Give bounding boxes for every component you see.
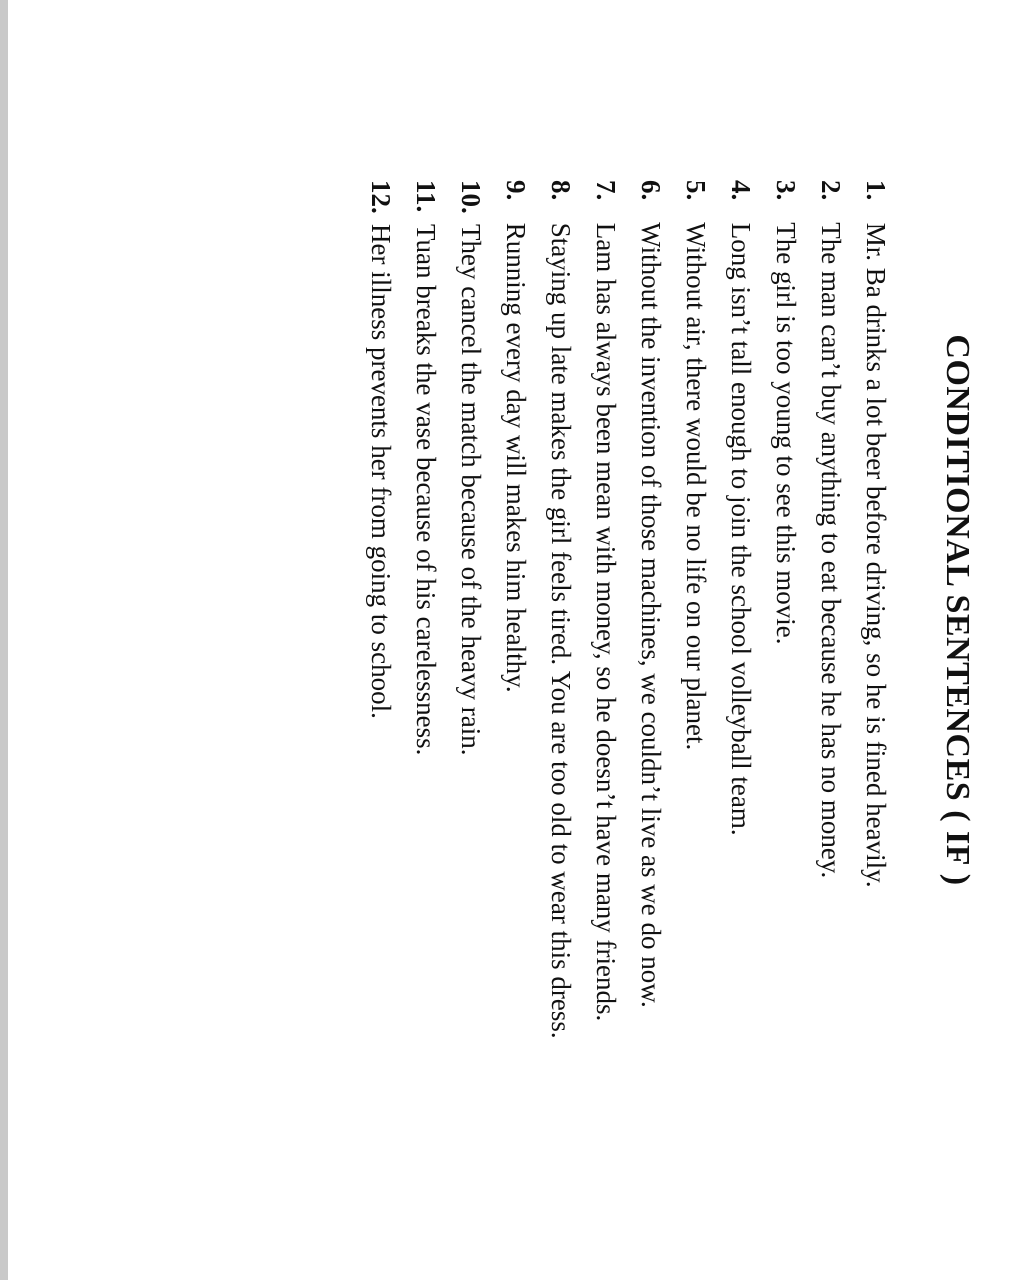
- page-title: CONDITIONAL SENTENCES ( IF ): [939, 334, 976, 886]
- list-item: [808, 180, 853, 1220]
- sentence-list: [358, 180, 898, 1220]
- list-item: [673, 180, 718, 1220]
- list-item: [358, 180, 403, 1220]
- item-number: 2.: [816, 180, 846, 201]
- item-number: 7.: [591, 180, 621, 201]
- list-item: [583, 180, 628, 1220]
- item-text: Staying up late makes the girl feels tired. You are too old to wear this dress.: [546, 222, 576, 1039]
- list-item: [853, 180, 898, 1220]
- item-number: 8.: [546, 180, 576, 201]
- item-number: 4.: [726, 180, 756, 201]
- item-number: 9.: [501, 180, 531, 201]
- item-text: Without the invention of those machines, we couldn’t live as we do now.: [636, 222, 666, 1008]
- item-text: Her illness prevents her from going to school.: [366, 224, 396, 719]
- list-item: [628, 180, 673, 1220]
- item-text: Mr. Ba drinks a lot beer before driving, so he is fined heavily.: [861, 222, 891, 888]
- item-text: The man can’t buy anything to eat because he has no money.: [816, 222, 846, 879]
- item-text: Running every day will makes him healthy.: [501, 222, 531, 693]
- item-number: 6.: [636, 180, 666, 201]
- item-text: Lam has always been mean with money, so he doesn’t have many friends.: [591, 222, 621, 1022]
- item-text: They cancel the match because of the heavy rain.: [456, 224, 486, 756]
- item-number: 12.: [366, 180, 396, 214]
- item-text: Long isn’t tall enough to join the school volleyball team.: [726, 222, 756, 836]
- list-item: [718, 180, 763, 1220]
- item-text: Without air, there would be no life on our planet.: [681, 222, 711, 751]
- page-edge: [0, 0, 8, 1280]
- list-item: [403, 180, 448, 1220]
- list-item: [493, 180, 538, 1220]
- item-number: 10.: [456, 180, 486, 214]
- list-item: [538, 180, 583, 1220]
- item-number: 11.: [411, 180, 441, 213]
- item-number: 5.: [681, 180, 711, 201]
- item-text: Tuan breaks the vase because of his carelessness.: [411, 224, 441, 756]
- item-text: The girl is too young to see this movie.: [771, 222, 801, 645]
- item-number: 3.: [771, 180, 801, 201]
- item-number: 1.: [861, 180, 891, 201]
- list-item: [448, 180, 493, 1220]
- list-item: [763, 180, 808, 1220]
- rotated-content: [336, 180, 976, 1220]
